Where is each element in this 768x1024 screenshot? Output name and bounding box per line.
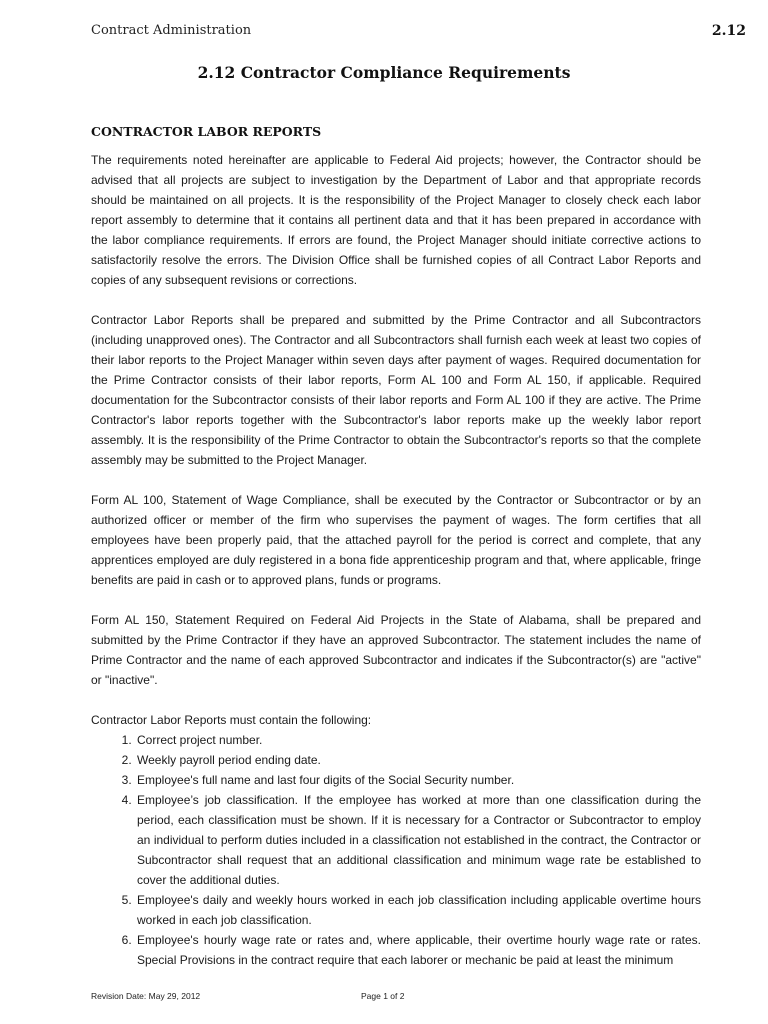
paragraph: Contractor Labor Reports shall be prepared and submitted by the Prime Contractor and all Subcontractors (including unapproved ones). The Contractor and all Subcontractors shall furnish each week at least two copies of their labor reports to the Project Manager within seven days after payment of wages. Required documentation for the Prime Contractor consists of their labor reports, Form AL 100 and Form AL 150, if applicable. Required documentation for the Subcontractor consists of their labor reports and Form AL 100 if they are active. The Prime Contractor's labor reports together with the Subcontractor's labor reports make up the weekly labor report assembly. It is the responsibility of the Prime Contractor to obtain the Subcontractor's reports so that the complete assembly may be submitted to the Project Manager. bbox=[91, 313, 701, 467]
document-body bbox=[91, 150, 701, 970]
list-item: 4. Employee’s job classification. If the employee has worked at more than one classification during the period, each classification must be shown. If it is necessary for a Contractor or Subcontractor to employ an individual to perform duties included in a classification not established in the contract, the Contractor or Subcontractor shall request that an additional classification and minimum wage rate be established to cover the additional duties. bbox=[135, 790, 701, 890]
section-heading: CONTRACTOR LABOR REPORTS bbox=[91, 124, 322, 139]
list-item: 1. Correct project number. bbox=[135, 730, 701, 750]
paragraph: Form AL 150, Statement Required on Federal Aid Projects in the State of Alabama, shall be prepared and submitted by the Prime Contractor if they have an approved Subcontractor. The statement includes the name of Prime Contractor and the name of each approved Subcontractor and indicates if the Subcontractor(s) are "active" or "inactive". bbox=[91, 613, 701, 687]
list-item: 3. Employee's full name and last four digits of the Social Security number. bbox=[135, 770, 701, 790]
revision-date: Revision Date: May 29, 2012 bbox=[91, 991, 201, 1001]
list-intro: Contractor Labor Reports must contain the following: bbox=[91, 713, 372, 727]
running-header: Contract Administration bbox=[91, 23, 252, 38]
section-number: 2.12 bbox=[711, 23, 746, 39]
paragraph: The requirements noted hereinafter are applicable to Federal Aid projects; however, the Contractor should be advised that all projects are subject to investigation by the Department of Labor and that appropriate records should be maintained on all projects. It is the responsibility of the Project Manager to closely check each labor report assembly to determine that it contains all pertinent data and that it has been prepared in accordance with the labor compliance requirements. If errors are found, the Project Manager should initiate corrective actions to satisfactorily resolve the errors. The Division Office shall be furnished copies of all Contract Labor Reports and copies of any subsequent revisions or corrections. bbox=[91, 153, 701, 287]
requirements-list bbox=[91, 730, 701, 970]
list-item: 5. Employee's daily and weekly hours worked in each job classification including applicable overtime hours worked in each job classification. bbox=[135, 890, 701, 930]
list-item: 2. Weekly payroll period ending date. bbox=[135, 750, 701, 770]
page-title: 2.12 Contractor Compliance Requirements bbox=[197, 63, 571, 82]
list-item: 6. Employee's hourly wage rate or rates and, where applicable, their overtime hourly wage rate or rates. Special Provisions in the contract require that each laborer or mechanic be paid at least the minimum bbox=[135, 930, 701, 970]
paragraph: Form AL 100, Statement of Wage Compliance, shall be executed by the Contractor or Subcontractor or by an authorized officer or member of the firm who supervises the payment of wages. The form certifies that all employees have been properly paid, that the attached payroll for the period is correct and complete, that any apprentices employed are duly registered in a bona fide apprenticeship program and that, where applicable, fringe benefits are paid in cash or to approved plans, funds or programs. bbox=[91, 493, 701, 587]
page-number: Page 1 of 2 bbox=[361, 991, 405, 1001]
